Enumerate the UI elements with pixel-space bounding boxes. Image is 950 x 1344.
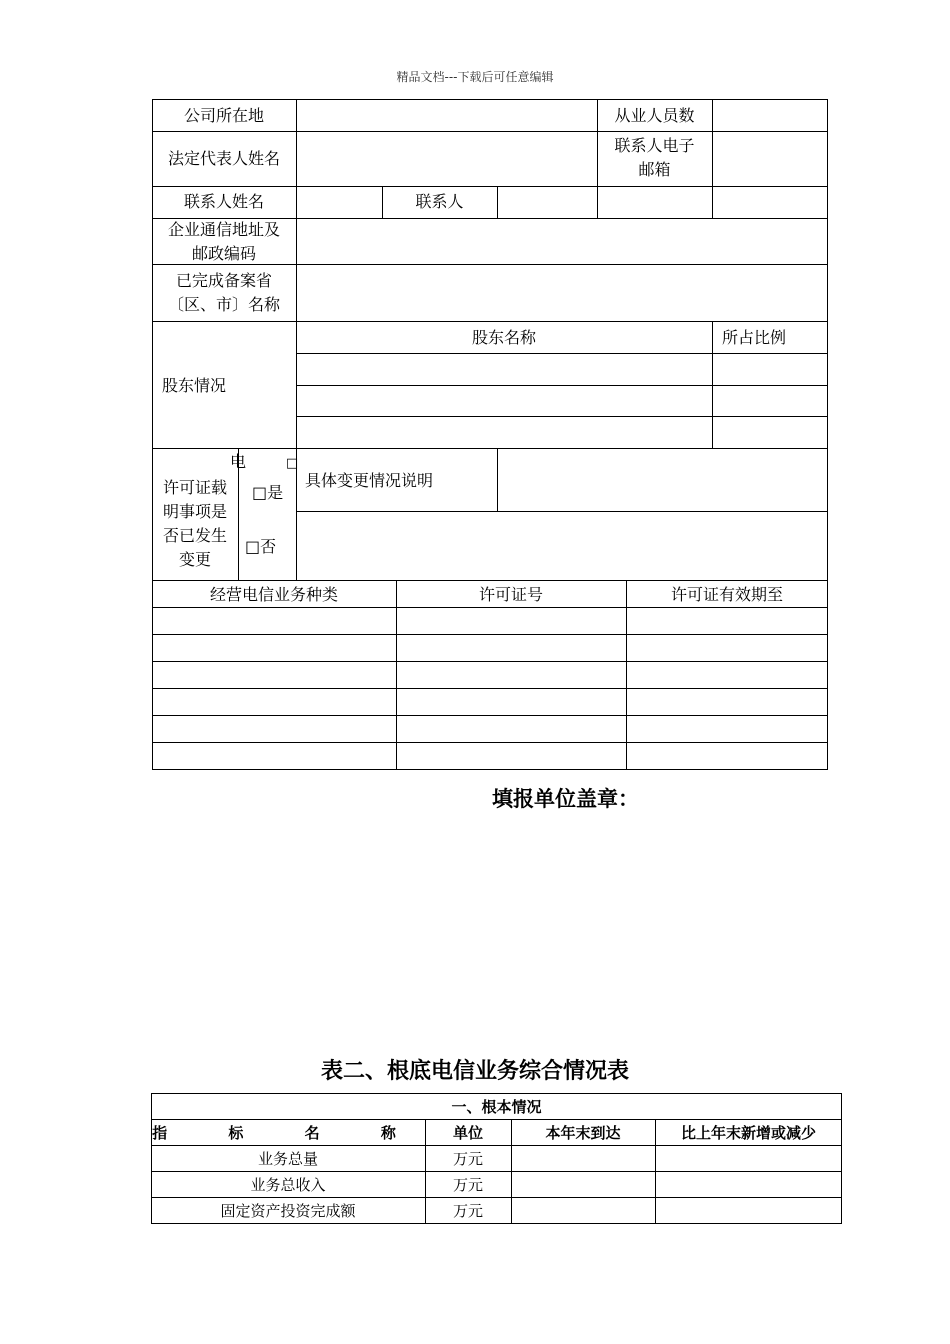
row-unit: 万元 xyxy=(452,1202,483,1220)
contact-name-label: 联系人姓名 xyxy=(183,192,264,211)
page-header: 精品文档---下载后可任意编辑 xyxy=(396,70,554,84)
shareholder-name-header: 股东名称 xyxy=(471,328,536,347)
row-line xyxy=(151,1119,842,1120)
col-line xyxy=(626,580,627,770)
table2-title: 表二、根底电信业务综合情况表 xyxy=(320,1059,629,1084)
section-title: 一、根本情况 xyxy=(451,1098,542,1116)
row-unit: 万元 xyxy=(452,1176,483,1194)
row-unit: 万元 xyxy=(452,1150,483,1168)
license-no-header: 许可证号 xyxy=(478,585,543,604)
stray-char: 电 xyxy=(229,452,246,471)
col-line xyxy=(396,580,397,770)
row-line xyxy=(152,607,828,608)
row-line xyxy=(152,580,828,581)
row-line xyxy=(296,511,828,512)
checkbox-icon: □ xyxy=(285,456,299,471)
license-change-label: 许可证载 明事项是 否已发生 变更 xyxy=(162,478,227,569)
col-line xyxy=(497,448,498,511)
row-name: 业务总收入 xyxy=(250,1176,326,1194)
company-location-label: 公司所在地 xyxy=(183,106,264,125)
row-line xyxy=(152,661,828,662)
contact-email-label: 联系人电子 邮箱 xyxy=(614,136,695,179)
yes-checkbox[interactable]: □是 xyxy=(252,483,284,502)
row-line xyxy=(152,742,828,743)
row-line xyxy=(152,131,828,132)
shareholders-label: 股东情况 xyxy=(162,376,227,395)
row-line xyxy=(152,634,828,635)
row-line xyxy=(296,353,828,354)
header-unit: 单位 xyxy=(452,1124,483,1142)
row-line xyxy=(151,1171,842,1172)
row-line xyxy=(296,385,828,386)
row-line xyxy=(152,321,828,322)
header-year-end: 本年末到达 xyxy=(545,1124,621,1142)
stamp-label: 填报单位盖章： xyxy=(492,787,639,811)
row-name: 业务总量 xyxy=(257,1150,318,1168)
row-name: 固定资产投资完成额 xyxy=(220,1202,356,1220)
header-indicator-name: 指 标 名 称 xyxy=(152,1124,424,1142)
row-line xyxy=(152,186,828,187)
address-label: 企业通信地址及 邮政编码 xyxy=(167,220,280,263)
header-change: 比上年末新增或减少 xyxy=(680,1124,816,1142)
row-line xyxy=(151,1197,842,1198)
employees-label: 从业人员数 xyxy=(614,106,695,125)
filed-province-label: 已完成备案省 〔区、市〕名称 xyxy=(167,271,280,314)
no-checkbox[interactable]: □否 xyxy=(245,537,277,556)
row-line xyxy=(152,688,828,689)
row-line xyxy=(151,1145,842,1146)
col-line xyxy=(497,186,498,218)
row-line xyxy=(152,448,828,449)
legal-rep-label: 法定代表人姓名 xyxy=(167,149,280,168)
change-detail-label: 具体变更情况说明 xyxy=(305,471,434,490)
ratio-header: 所占比例 xyxy=(721,328,786,347)
biz-type-header: 经营电信业务种类 xyxy=(209,585,338,604)
row-line xyxy=(152,715,828,716)
valid-until-header: 许可证有效期至 xyxy=(670,585,783,604)
contact-label: 联系人 xyxy=(415,192,464,211)
col-line xyxy=(712,99,713,218)
row-line xyxy=(296,416,828,417)
